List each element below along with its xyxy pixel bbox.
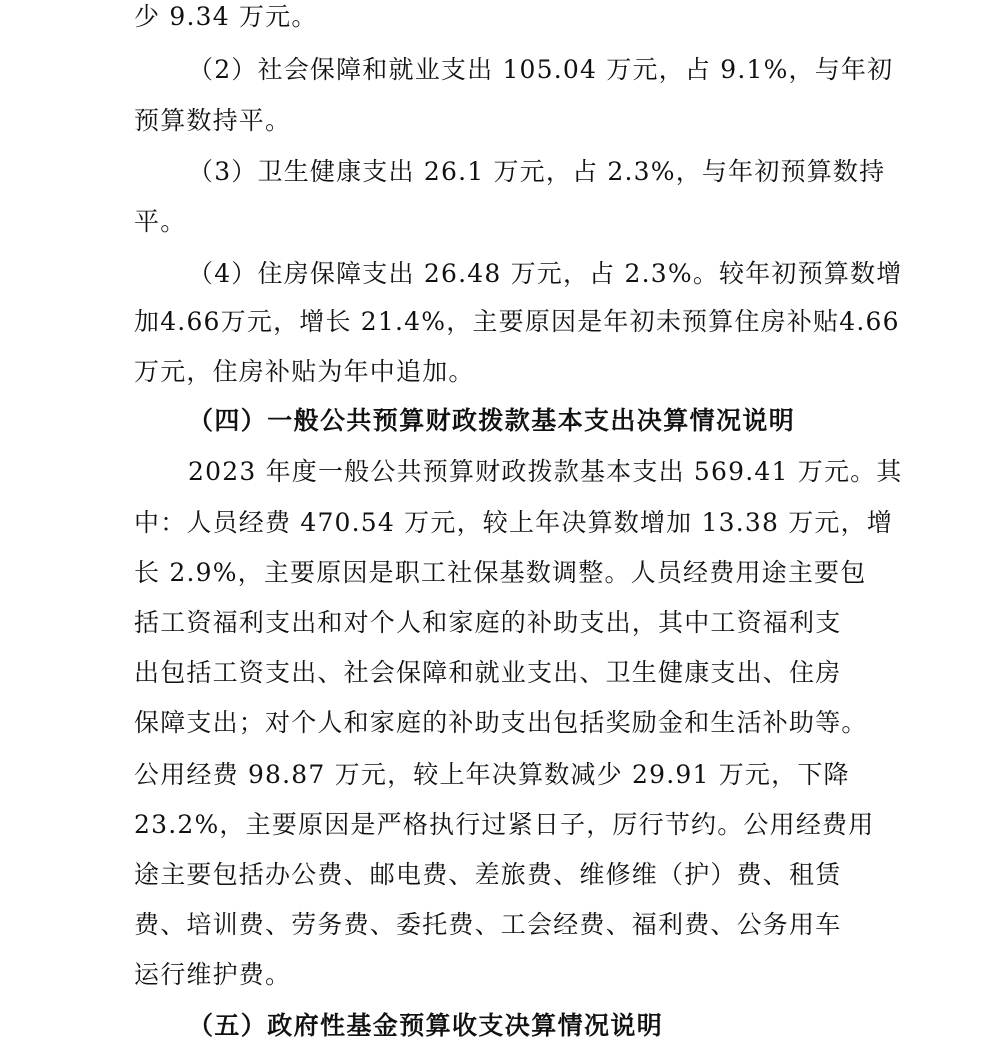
text-line: 保障支出；对个人和家庭的补助支出包括奖励金和生活补助等。 (134, 708, 868, 737)
text-line: 途主要包括办公费、邮电费、差旅费、维修维（护）费、租赁 (134, 860, 842, 889)
section-heading: （五）政府性基金预算收支决算情况说明 (188, 1011, 664, 1040)
text-line: 公用经费 98.87 万元，较上年决算数减少 29.91 万元，下降 (134, 760, 850, 789)
text-line: 费、培训费、劳务费、委托费、工会经费、福利费、公务用车 (134, 910, 842, 939)
text-line: 加4.66万元，增长 21.4%，主要原因是年初未预算住房补贴4.66 (134, 307, 900, 336)
text-line: （2）社会保障和就业支出 105.04 万元，占 9.1%，与年初 (188, 55, 894, 84)
text-line: （4）住房保障支出 26.48 万元，占 2.3%。较年初预算数增 (188, 259, 903, 288)
text-line: 2023 年度一般公共预算财政拨款基本支出 569.41 万元。其 (188, 457, 903, 486)
text-line: 中：人员经费 470.54 万元，较上年决算数增加 13.38 万元，增 (134, 508, 894, 537)
text-line: 运行维护费。 (134, 960, 292, 989)
text-line: 长 2.9%，主要原因是职工社保基数调整。人员经费用途主要包 (134, 558, 867, 587)
text-line: 少 9.34 万元。 (134, 2, 318, 31)
text-line: （3）卫生健康支出 26.1 万元，占 2.3%，与年初预算数持 (188, 157, 886, 186)
text-line: 23.2%，主要原因是严格执行过紧日子，厉行节约。公用经费用 (134, 810, 875, 839)
text-line: 平。 (134, 207, 187, 236)
text-line: 出包括工资支出、社会保障和就业支出、卫生健康支出、住房 (134, 658, 842, 687)
text-line: 万元，住房补贴为年中追加。 (134, 357, 475, 386)
text-line: 括工资福利支出和对个人和家庭的补助支出，其中工资福利支 (134, 608, 842, 637)
text-line: 预算数持平。 (134, 106, 292, 135)
section-heading: （四）一般公共预算财政拨款基本支出决算情况说明 (188, 406, 796, 435)
